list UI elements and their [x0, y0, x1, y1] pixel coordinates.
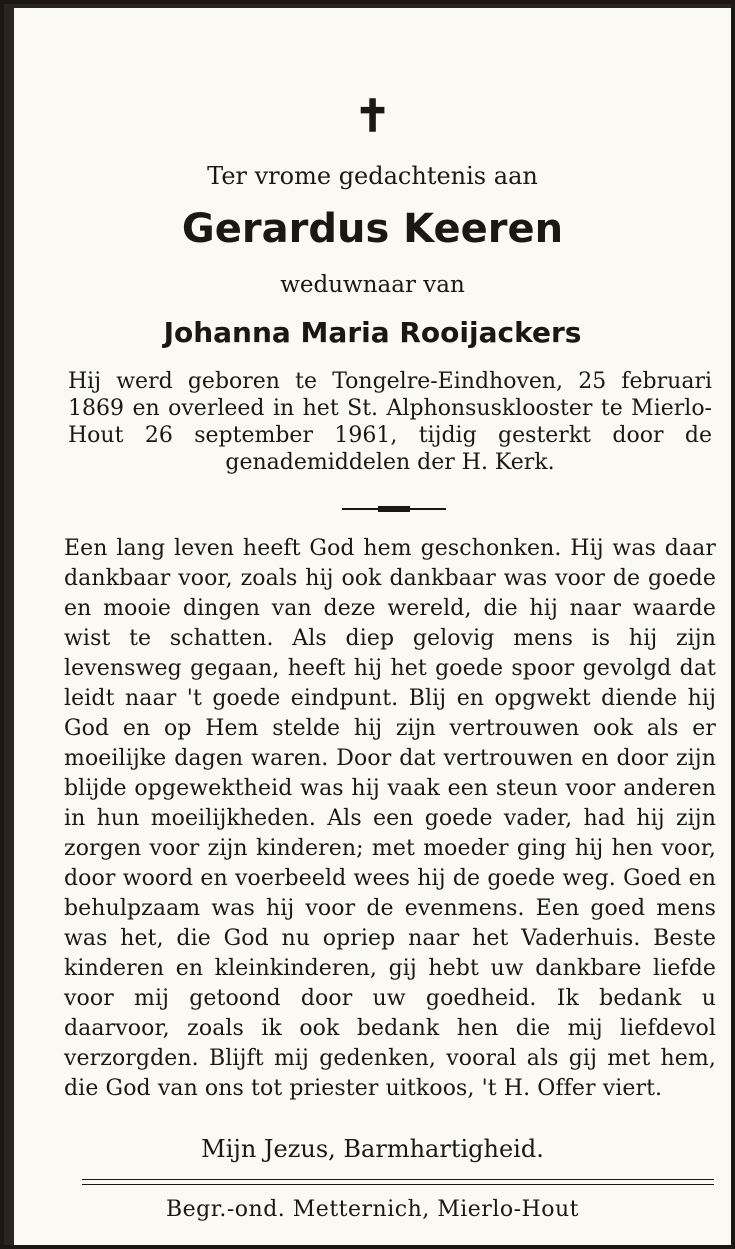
printer-credit: Begr.-ond. Metternich, Mierlo-Hout	[166, 1197, 579, 1222]
intro-line: Ter vrome gedachtenis aan	[207, 162, 538, 190]
memorial-text: Een lang leven heeft God hem geschonken. Hij was daar dankbaar voor, zoals hij ook dankbaar was voor de goede en mooie dingen van deze wereld, die hij naar waarde wist te schatten. Als diep gelovig mens is hij zijn levensweg gegaan, heeft hij het goede spoor gevolgd dat leidt naar 't goede eindpunt. Blij en opgwekt diende hij God en op Hem stelde hij zijn vertrouwen ook als er moeilijke dagen waren. Door dat vertrouwen en door zijn blijde opgewektheid was hij vaak een steun voor anderen in hun moeilijkheden. Als een goede vader, had hij zijn zorgen voor zijn kinderen; met moeder ging hij hen voor, door woord en voerbeeld wees hij de goede weg. Goed en behulpzaam was hij voor de evenmens. Een goed mens was het, die God nu opriep naar het Vaderhuis. Beste kinderen en kleinkinderen, gij hebt uw dankbare liefde voor mij getoond door uw goedheid. Ik bedank u daarvoor, zoals ik ook bedank hen die mij liefdevol verzorgden. Blijft mij gedenken, vooral als gij met hem, die God van ons tot priester uitkoos, 't H. Offer viert.	[64, 536, 716, 1101]
spouse-name: Johanna Maria Rooijackers	[163, 316, 582, 349]
relation-line: weduwnaar van	[280, 272, 465, 298]
biography-paragraph: Hij werd geboren te Tongelre-Eindhoven, 25 februari 1869 en overleed in het St. Alphonsusklooster te Mierlo-Hout 26 september 1961, tijdig gesterkt door de genademiddelen der H. Kerk.	[68, 369, 712, 475]
footer-rule	[82, 1179, 714, 1180]
ornamental-divider	[342, 504, 446, 514]
deceased-name: Gerardus Keeren	[181, 206, 564, 252]
divider-bar	[378, 506, 410, 512]
memorial-card	[4, 4, 731, 1245]
cross-icon: ✝	[354, 91, 391, 142]
footer-rule	[82, 1184, 714, 1185]
closing-prayer: Mijn Jezus, Barmhartigheid.	[201, 1135, 544, 1163]
